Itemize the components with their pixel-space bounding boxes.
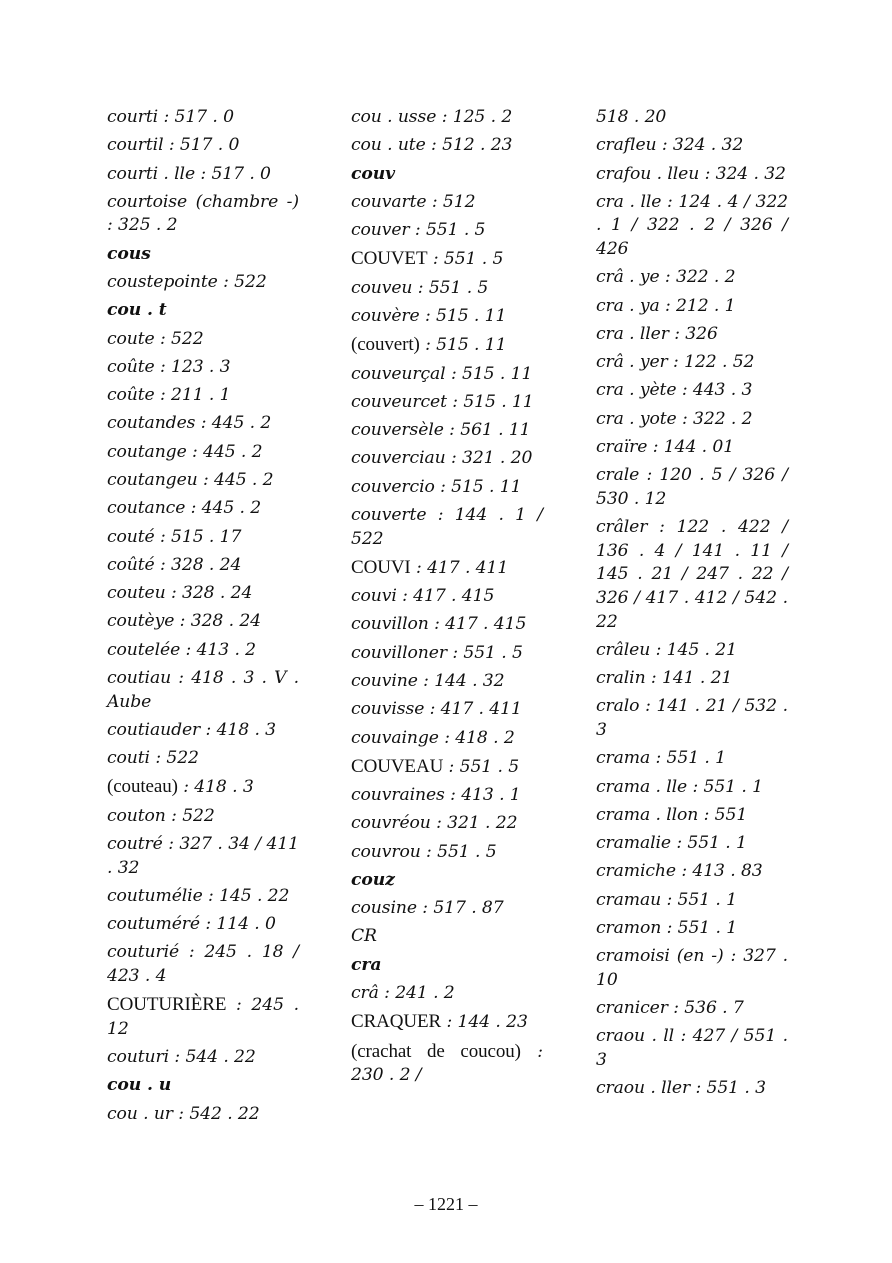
index-entry	[107, 356, 299, 380]
entry-headword: CRAQUER	[351, 1011, 442, 1033]
entry-reference: : 551 . 1	[671, 833, 747, 854]
entry-reference: : 123 . 3	[154, 356, 231, 377]
entry-reference: : 515 . 11	[445, 363, 533, 384]
entry-reference: : 551 . 5	[446, 642, 523, 663]
index-entry	[107, 1103, 299, 1127]
entry-reference: : 522	[217, 272, 267, 292]
entry-reference: : 443 . 3	[676, 380, 753, 401]
index-entry	[351, 727, 543, 751]
index-entry	[596, 945, 788, 992]
index-entry	[351, 982, 543, 1006]
entry-headword: crafou . lleu	[596, 163, 700, 184]
index-entry	[351, 1040, 543, 1088]
index-entry	[596, 1077, 788, 1101]
index-entry	[107, 582, 299, 606]
entry-reference: : 512 . 23	[425, 135, 513, 156]
entry-reference: : 418 . 3 . V . Aube	[107, 667, 299, 712]
entry-headword: coutandes	[107, 413, 196, 434]
index-entry	[596, 106, 788, 130]
index-entry	[107, 191, 299, 238]
entry-headword: couvraines	[351, 785, 445, 806]
index-entry	[351, 277, 543, 301]
index-entry	[596, 889, 788, 913]
entry-headword: courti	[107, 107, 159, 127]
entry-reference: : 144 . 1 / 522	[351, 504, 543, 549]
entry-reference: : 445 . 2	[185, 498, 262, 519]
index-entry	[107, 441, 299, 465]
index-entry	[351, 247, 543, 272]
entry-reference: : 413 . 83	[675, 861, 763, 882]
entry-headword: COUVEAU	[351, 755, 444, 777]
index-entry	[596, 667, 788, 691]
entry-headword: coutèye	[107, 611, 175, 632]
index-entry	[107, 134, 299, 158]
entry-reference: : 515 . 11	[446, 391, 534, 412]
entry-headword: cramoisi (en -)	[596, 946, 724, 967]
entry-headword: couvisse	[351, 699, 425, 720]
entry-headword: couverciau	[351, 448, 446, 469]
index-entry	[107, 163, 299, 187]
index-entry	[107, 719, 299, 743]
entry-reference: : 522	[165, 805, 215, 826]
entry-reference: : 245 . 12	[107, 995, 299, 1039]
entry-headword: (couteau)	[107, 776, 178, 798]
entry-reference: : 417 . 415	[428, 614, 527, 635]
index-entry	[107, 1046, 299, 1070]
entry-headword: crale	[596, 465, 640, 486]
entry-reference: : 515 . 11	[434, 476, 522, 497]
index-entry	[596, 163, 788, 187]
entry-headword: cousine	[351, 898, 417, 919]
index-entry	[351, 191, 543, 215]
index-entry	[596, 295, 788, 319]
section-heading: couv	[351, 163, 396, 184]
entry-reference: : 120 . 5 / 326 / 530 . 12	[596, 465, 788, 509]
entry-reference: : 551	[698, 804, 748, 825]
entry-reference: : 445 . 2	[195, 413, 272, 434]
entry-headword: coûte	[107, 385, 155, 406]
entry-headword: crafleu	[596, 135, 657, 156]
entry-headword: cra . lle	[596, 191, 662, 212]
index-entry	[596, 408, 788, 432]
entry-headword: crâler	[596, 517, 648, 538]
entry-headword: crâ	[351, 983, 379, 1004]
index-entry	[107, 106, 299, 130]
index-entry	[596, 323, 788, 347]
entry-headword: coutumélie	[107, 885, 203, 906]
entry-reference: : 551 . 5	[409, 220, 486, 241]
entry-reference: : 211 . 1	[154, 385, 231, 406]
section-heading: cra	[351, 954, 382, 975]
entry-headword: couveurcet	[351, 391, 447, 412]
entry-reference: : 145 . 22	[202, 885, 290, 906]
index-entry	[596, 860, 788, 884]
entry-reference: : 417 . 411	[424, 699, 522, 720]
entry-reference: : 141 . 21	[645, 668, 733, 689]
index-entry	[351, 333, 543, 358]
entry-reference: : 212 . 1	[659, 295, 736, 316]
index-entry	[596, 997, 788, 1021]
index-entry	[351, 556, 543, 581]
index-entry	[351, 1010, 543, 1035]
index-entry	[351, 925, 543, 949]
entry-reference: : 328 . 24	[174, 611, 261, 632]
entry-headword: couté	[107, 526, 155, 547]
entry-headword: coutuméré	[107, 914, 200, 935]
index-entry	[107, 747, 299, 771]
entry-headword: couveurçal	[351, 363, 446, 384]
entry-reference: : 230 . 2 /	[351, 1041, 543, 1086]
entry-reference: : 512	[426, 191, 476, 212]
entry-reference: : 522	[149, 748, 199, 769]
index-entry	[351, 447, 543, 471]
entry-reference: : 517 . 87	[416, 898, 504, 919]
index-entry	[596, 379, 788, 403]
index-entry	[107, 639, 299, 663]
index-entry	[107, 667, 299, 714]
entry-reference: : 144 . 23	[441, 1012, 528, 1033]
entry-reference: : 551 . 1	[661, 889, 737, 910]
index-entry	[351, 897, 543, 921]
entry-reference: : 321 . 20	[445, 448, 533, 469]
entry-headword: craïre	[596, 437, 648, 457]
entry-headword: cramiche	[596, 861, 676, 882]
entry-headword: courtoise (chambre -)	[107, 191, 299, 212]
entry-reference: : 445 . 2	[186, 441, 263, 462]
section-heading: cous	[107, 243, 151, 264]
entry-headword: cra . yète	[596, 380, 677, 401]
entry-reference: : 445 . 2	[197, 469, 274, 490]
entry-reference: : 241 . 2	[378, 983, 455, 1004]
entry-reference: : 515 . 11	[419, 335, 507, 356]
index-entry	[351, 613, 543, 637]
entry-headword: couversèle	[351, 420, 444, 441]
entry-reference: : 427 / 551 . 3	[596, 1026, 788, 1070]
page-number: – 1221 –	[414, 1194, 478, 1214]
index-entry	[596, 436, 788, 460]
entry-reference: : 417 . 415	[396, 586, 495, 607]
entry-headword: CR	[351, 926, 377, 947]
index-entry	[351, 755, 543, 780]
entry-reference: : 517 . 0	[195, 163, 271, 184]
entry-reference: : 417 . 411	[410, 557, 509, 578]
index-entry	[351, 812, 543, 836]
entry-reference: : 321 . 22	[430, 813, 518, 834]
entry-headword: couvarte	[351, 191, 427, 212]
entry-headword: coutange	[107, 441, 187, 462]
entry-headword: cralin	[596, 668, 646, 689]
entry-reference: : 551 . 1	[650, 748, 726, 769]
index-entry	[107, 833, 299, 880]
entry-reference: : 536 . 7	[667, 998, 744, 1019]
entry-reference: : 418 . 2	[438, 727, 515, 748]
entry-headword: cranicer	[596, 998, 668, 1019]
entry-reference: : 124 . 4 / 322 . 1 / 322 . 2 / 326 / 426	[596, 191, 788, 260]
entry-headword: cra . ya	[596, 295, 660, 316]
entry-reference: : 517 . 0	[163, 135, 240, 156]
entry-reference: : 544 . 22	[169, 1047, 256, 1068]
section-heading: couz	[351, 869, 395, 890]
entry-headword: crâleu	[596, 639, 651, 660]
entry-reference: : 144 . 01	[647, 437, 735, 457]
entry-headword: couvainge	[351, 727, 439, 748]
entry-reference: : 418 . 3	[177, 777, 254, 798]
index-entry	[107, 497, 299, 521]
index-entry	[596, 516, 788, 634]
entry-headword: couvrou	[351, 841, 421, 862]
entry-headword: couvillon	[351, 614, 429, 635]
index-column-2	[351, 106, 543, 1092]
entry-headword: coûte	[107, 356, 155, 377]
index-entry	[107, 805, 299, 829]
index-entry	[107, 469, 299, 493]
index-entry	[351, 670, 543, 694]
entry-headword: coutelée	[107, 639, 181, 660]
entry-headword: (crachat de coucou)	[351, 1040, 521, 1062]
entry-reference: : 122 . 52	[667, 352, 755, 373]
entry-headword: couveu	[351, 277, 413, 298]
entry-headword: coutiauder	[107, 719, 201, 740]
entry-headword: crama . llon	[596, 804, 699, 825]
entry-headword: cou . ute	[351, 135, 426, 156]
index-entry	[107, 384, 299, 408]
entry-headword: couvi	[351, 586, 397, 607]
entry-headword: cramalie	[596, 833, 671, 854]
entry-headword: coûté	[107, 554, 155, 575]
entry-headword: couturié	[107, 942, 180, 963]
entry-reference: : 515 . 11	[419, 305, 507, 326]
section-heading: cou . t	[107, 300, 167, 321]
entry-headword: cramau	[596, 889, 662, 910]
entry-reference: : 145 . 21	[650, 639, 737, 660]
entry-reference: : 322 . 2	[659, 267, 736, 288]
index-entry	[596, 776, 788, 800]
entry-reference: : 327 . 10	[596, 946, 789, 990]
index-entry	[596, 464, 788, 511]
entry-reference: : 125 . 2	[436, 107, 513, 127]
entry-headword: courtil	[107, 135, 164, 156]
entry-reference: : 551 . 3	[690, 1078, 766, 1099]
index-entry	[107, 554, 299, 578]
entry-reference: : 515 . 17	[154, 526, 242, 547]
entry-reference: : 114 . 0	[199, 914, 276, 935]
entry-headword: craou . ll	[596, 1026, 675, 1047]
index-entry	[596, 639, 788, 663]
index-entry	[351, 504, 543, 551]
entry-headword: coustepointe	[107, 272, 218, 292]
index-entry	[596, 191, 788, 262]
entry-headword: coutance	[107, 498, 186, 519]
entry-headword: crâ . ye	[596, 267, 660, 288]
index-entry	[107, 775, 299, 800]
index-entry	[351, 219, 543, 243]
index-entry	[351, 784, 543, 808]
entry-reference: : 551 . 5	[443, 756, 520, 777]
index-entry	[596, 695, 788, 742]
entry-reference: : 551 . 1	[687, 776, 763, 797]
entry-headword: courti . lle	[107, 163, 196, 184]
index-column-1	[107, 106, 299, 1131]
index-entry	[107, 885, 299, 909]
entry-reference: : 551 . 1	[661, 917, 738, 938]
index-entry	[596, 832, 788, 856]
index-entry	[107, 526, 299, 550]
index-entry	[596, 134, 788, 158]
index-entry	[351, 305, 543, 329]
index-entry	[596, 747, 788, 771]
entry-headword: coutiau	[107, 667, 172, 688]
entry-headword: (couvert)	[351, 334, 420, 356]
index-entry	[351, 419, 543, 443]
entry-headword: COUTURIÈRE	[107, 994, 227, 1016]
entry-headword: cra . ller	[596, 323, 669, 344]
index-entry	[351, 698, 543, 722]
entry-headword: COUVI	[351, 556, 411, 578]
entry-headword: couver	[351, 220, 410, 241]
index-entry	[351, 134, 543, 158]
index-entry	[107, 412, 299, 436]
index-column-3	[596, 106, 788, 1106]
entry-reference: : 325 . 2	[107, 215, 178, 236]
entry-reference: : 328 . 24	[154, 554, 242, 575]
index-entry	[596, 266, 788, 290]
entry-headword: cou . ur	[107, 1103, 173, 1124]
entry-reference: : 522	[154, 328, 204, 349]
entry-reference: 518 . 20	[596, 107, 667, 127]
entry-reference: : 144 . 32	[417, 670, 505, 691]
entry-headword: crama	[596, 748, 651, 769]
entry-reference: : 413 . 1	[444, 785, 521, 806]
entry-reference: : 322 . 2	[676, 408, 753, 429]
index-entry	[351, 363, 543, 387]
entry-headword: cramon	[596, 917, 662, 938]
entry-reference: : 328 . 24	[165, 583, 253, 604]
entry-headword: coutangeu	[107, 469, 198, 490]
index-entry	[596, 917, 788, 941]
index-entry	[107, 610, 299, 634]
section-heading: cou . u	[107, 1075, 172, 1096]
entry-reference: : 326	[668, 323, 718, 344]
entry-headword: COUVET	[351, 248, 428, 270]
entry-headword: coutré	[107, 833, 163, 854]
entry-headword: couvilloner	[351, 642, 447, 663]
entry-headword: crama . lle	[596, 776, 688, 797]
entry-reference: : 542 . 22	[172, 1103, 260, 1124]
entry-headword: couvère	[351, 305, 420, 326]
index-entry	[351, 585, 543, 609]
entry-headword: crâ . yer	[596, 352, 668, 373]
entry-headword: couvercio	[351, 476, 435, 497]
index-entry	[351, 106, 543, 130]
entry-headword: couton	[107, 805, 166, 826]
entry-reference: : 561 . 11	[443, 420, 531, 441]
entry-reference: : 122 . 422 / 136 . 4 / 141 . 11 / 145 . 21 / 247 . 22 / 326 / 417 . 412 / 542 . 22	[596, 517, 788, 632]
entry-reference: : 327 . 34 / 411 . 32	[107, 833, 299, 878]
index-entry	[351, 841, 543, 865]
index-entry	[107, 328, 299, 352]
entry-headword: couteu	[107, 583, 166, 604]
entry-reference: : 413 . 2	[180, 639, 257, 660]
entry-reference: : 418 . 3	[200, 719, 277, 740]
entry-reference: : 517 . 0	[158, 107, 234, 127]
index-entry	[351, 642, 543, 666]
entry-reference: : 551 . 5	[412, 277, 489, 298]
entry-reference: : 324 . 32	[699, 163, 786, 184]
entry-headword: cralo	[596, 696, 640, 717]
entry-headword: couvine	[351, 670, 418, 691]
index-entry	[107, 941, 299, 988]
entry-headword: cra . yote	[596, 408, 677, 429]
index-entry	[107, 993, 299, 1041]
index-entry	[107, 271, 299, 295]
index-entry	[107, 913, 299, 937]
entry-reference: : 141 . 21 / 532 . 3	[596, 696, 788, 740]
entry-headword: couturi	[107, 1047, 170, 1068]
entry-headword: couverte	[351, 504, 427, 525]
entry-reference: : 551 . 5	[420, 841, 497, 862]
entry-headword: craou . ller	[596, 1078, 691, 1099]
entry-reference: : 551 . 5	[427, 249, 504, 270]
entry-headword: couti	[107, 748, 150, 769]
entry-reference: : 324 . 32	[656, 135, 744, 156]
index-entry	[596, 351, 788, 375]
entry-headword: cou . usse	[351, 107, 437, 127]
index-entry	[351, 476, 543, 500]
entry-headword: coute	[107, 328, 155, 349]
index-entry	[596, 1025, 788, 1072]
index-entry	[351, 391, 543, 415]
entry-headword: couvréou	[351, 813, 431, 834]
index-entry	[596, 804, 788, 828]
entry-reference: : 245 . 18 / 423 . 4	[107, 942, 299, 986]
